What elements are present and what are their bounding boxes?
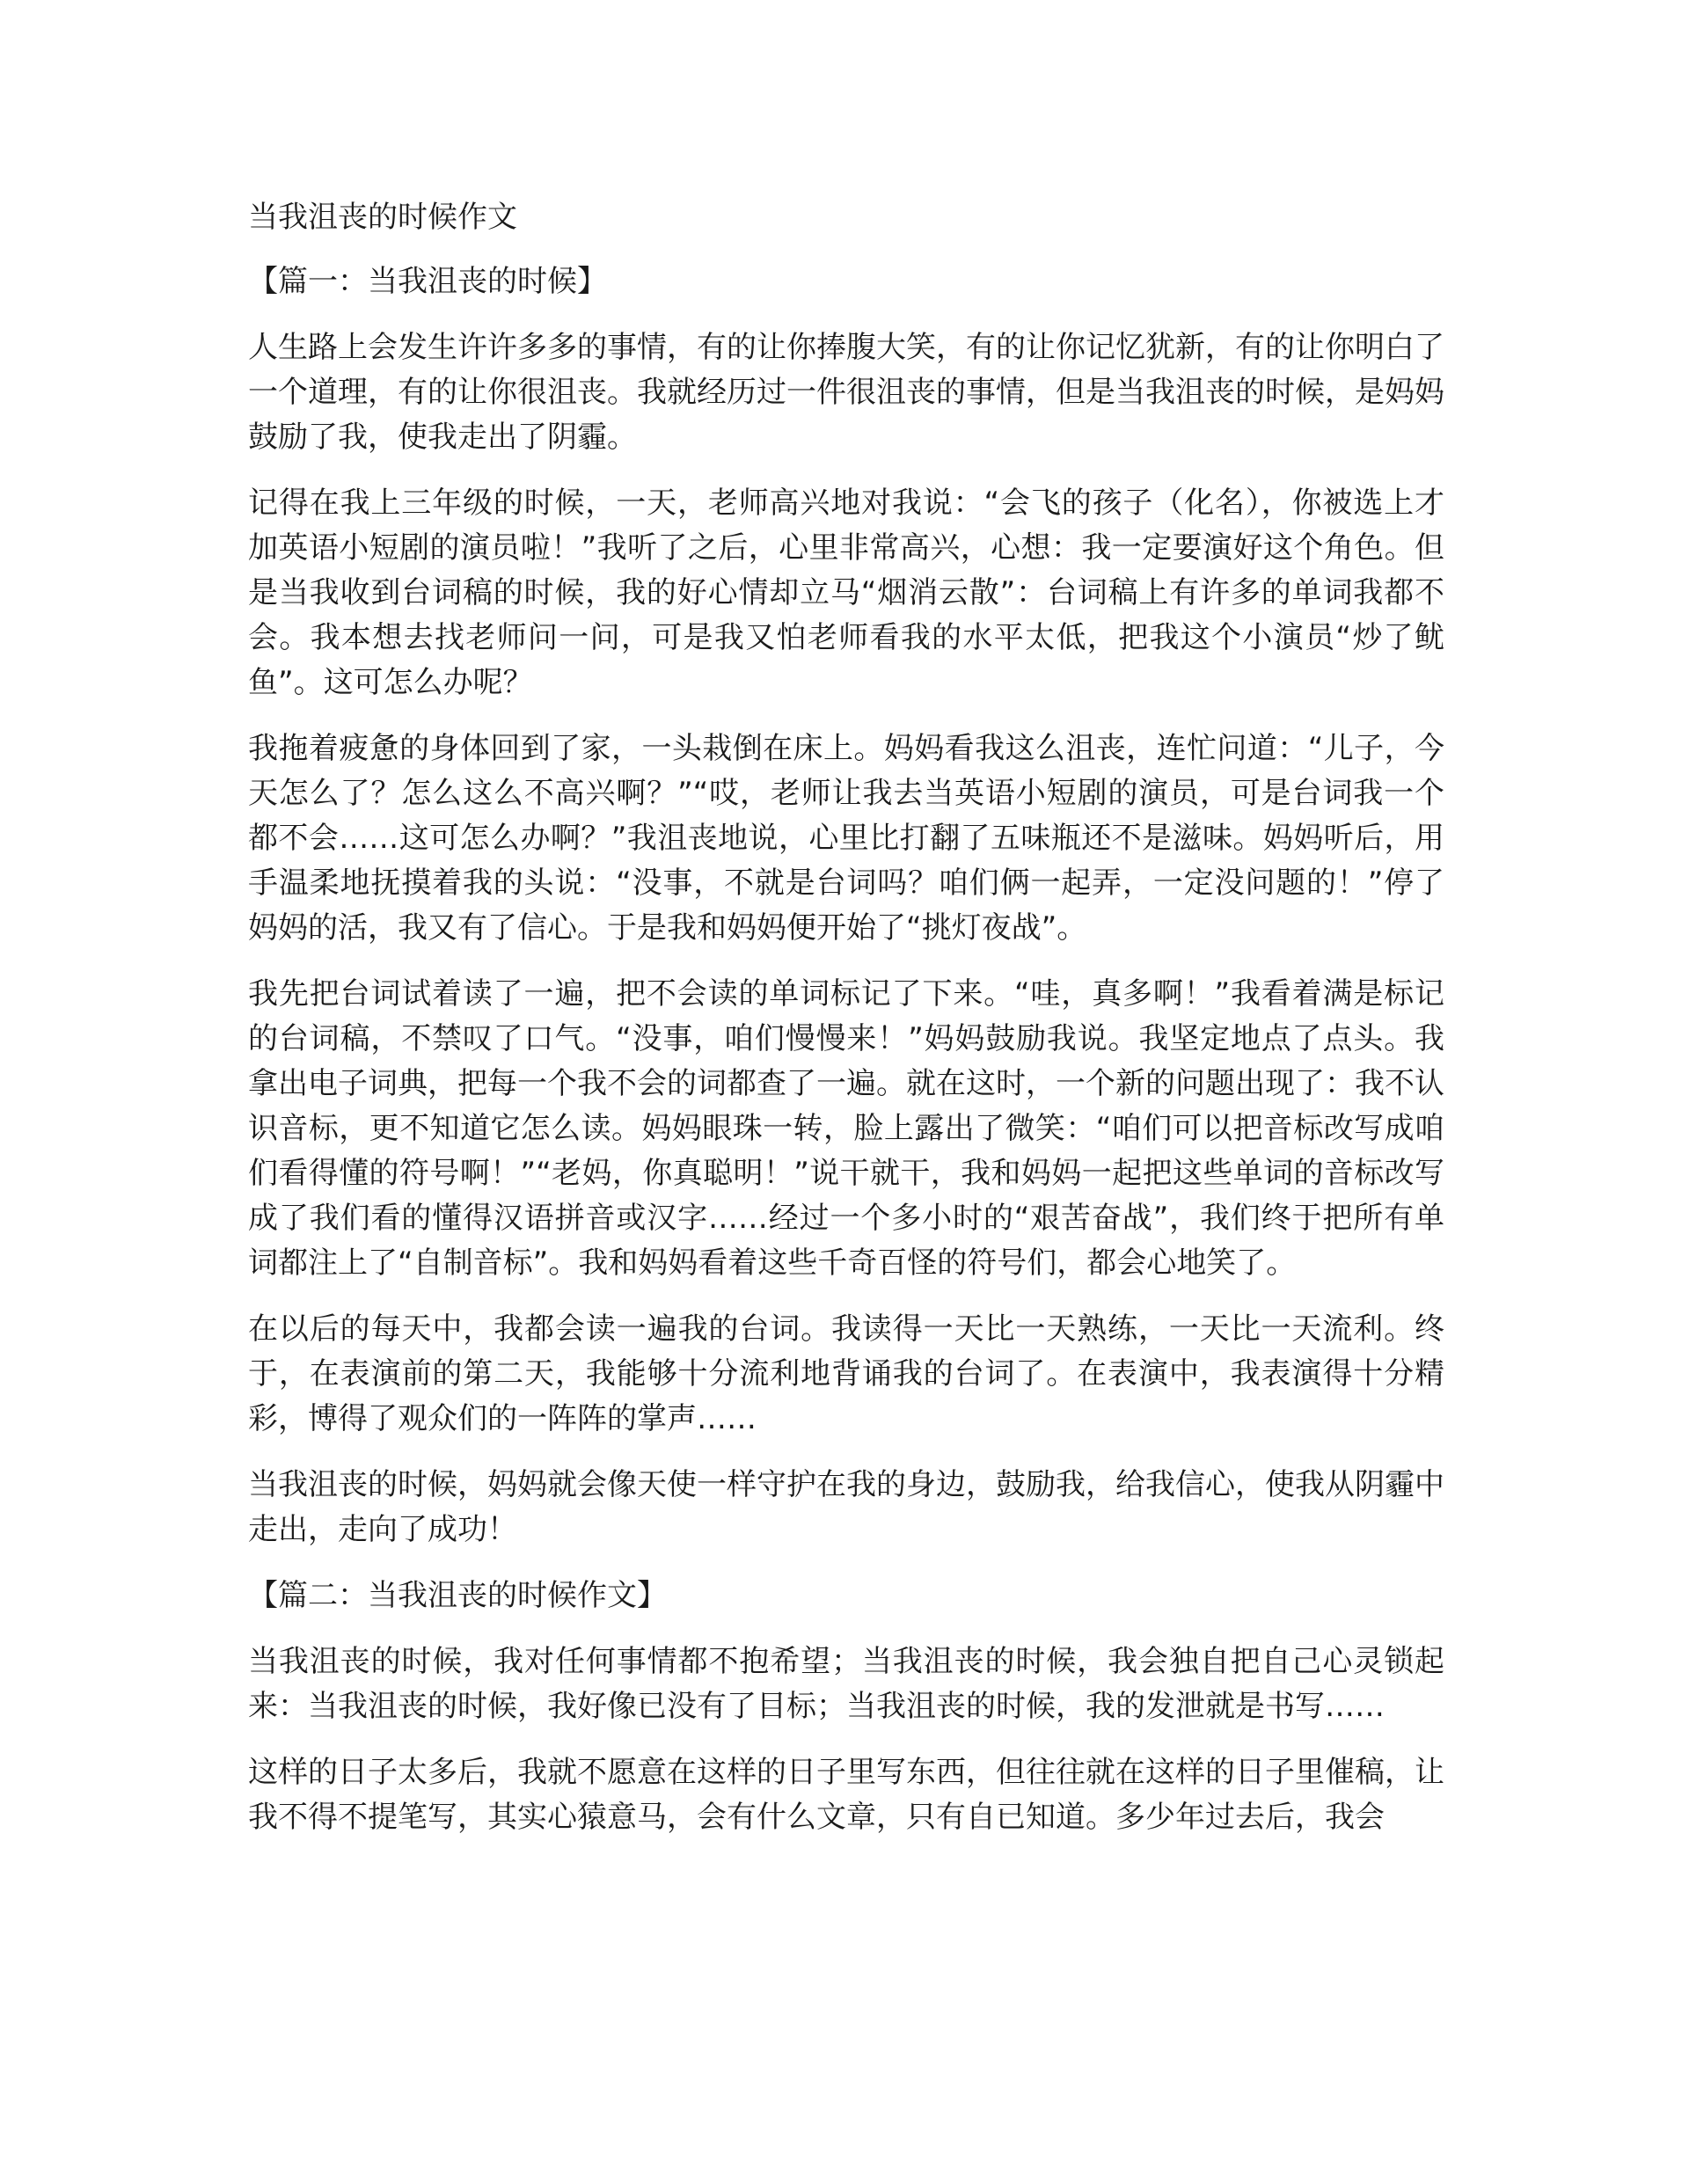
document-body (248, 195, 1444, 1861)
document-title: 当我沮丧的时候作文 (248, 200, 517, 235)
paragraph: 当我沮丧的时候，妈妈就会像天使一样守护在我的身边，鼓励我，给我信心，使我从阴霾中走出，走向了成功！ (248, 1467, 1444, 1547)
paragraph: 我先把台词试着读了一遍，把不会读的单词标记了下来。“哇，真多啊！”我看着满是标记的台词稿，不禁叹了口气。“没事，咱们慢慢来！”妈妈鼓励我说。我坚定地点了点头。我拿出电子词典，把每一个我不会的词都查了一遍。就在这时，一个新的问题出现了：我不认识音标，更不知道它怎么读。妈妈眼珠一转，脸上露出了微笑：“咱们可以把音标改写成咱们看得懂的符号啊！”“老妈，你真聪明！”说干就干，我和妈妈一起把这些单词的音标改写成了我们看的懂得汉语拼音或汉字……经过一个多小时的“艰苦奋战”，我们终于把所有单词都注上了“自制音标”。我和妈妈看着这些千奇百怪的符号们，都会心地笑了。 (248, 976, 1444, 1281)
paragraph: 在以后的每天中，我都会读一遍我的台词。我读得一天比一天熟练，一天比一天流利。终于，在表演前的第二天，我能够十分流利地背诵我的台词了。在表演中，我表演得十分精彩，博得了观众们的一阵阵的掌声…… (248, 1311, 1444, 1436)
paragraph: 这样的日子太多后，我就不愿意在这样的日子里写东西，但往往就在这样的日子里催稿，让我不得不提笔写，其实心猿意马，会有什么文章，只有自已知道。多少年过去后，我会 (248, 1755, 1444, 1835)
paragraph: 我拖着疲惫的身体回到了家，一头栽倒在床上。妈妈看我这么沮丧，连忙问道：“儿子，今天怎么了？怎么这么不高兴啊？”“哎，老师让我去当英语小短剧的演员，可是台词我一个都不会……这可怎么办啊？”我沮丧地说，心里比打翻了五味瓶还不是滋味。妈妈听后，用手温柔地抚摸着我的头说：“没事，不就是台词吗？咱们俩一起弄，一定没问题的！”停了妈妈的活，我又有了信心。于是我和妈妈便开始了“挑灯夜战”。 (248, 731, 1444, 946)
section-2 (248, 1574, 1444, 1840)
section-heading: 【篇二：当我沮丧的时候作文】 (248, 1578, 667, 1613)
paragraph: 人生路上会发生许许多多的事情，有的让你捧腹大笑，有的让你记忆犹新，有的让你明白了一个道理，有的让你很沮丧。我就经历过一件很沮丧的事情，但是当我沮丧的时候，是妈妈鼓励了我，使我走出了阴霾。 (248, 330, 1444, 455)
section-1 (248, 259, 1444, 1552)
paragraph: 记得在我上三年级的时候，一天，老师高兴地对我说：“会飞的孩子（化名），你被选上才加英语小短剧的演员啦！”我听了之后，心里非常高兴，心想：我一定要演好这个角色。但是当我收到台词稿的时候，我的好心情却立马“烟消云散”：台词稿上有许多的单词我都不会。我本想去找老师问一问，可是我又怕老师看我的水平太低，把我这个小演员“炒了鱿鱼”。这可怎么办呢？ (248, 486, 1444, 700)
paragraph: 当我沮丧的时候，我对任何事情都不抱希望；当我沮丧的时候，我会独自把自己心灵锁起来：当我沮丧的时候，我好像已没有了目标；当我沮丧的时候，我的发泄就是书写…… (248, 1644, 1444, 1724)
section-heading: 【篇一：当我沮丧的时候】 (248, 264, 607, 299)
